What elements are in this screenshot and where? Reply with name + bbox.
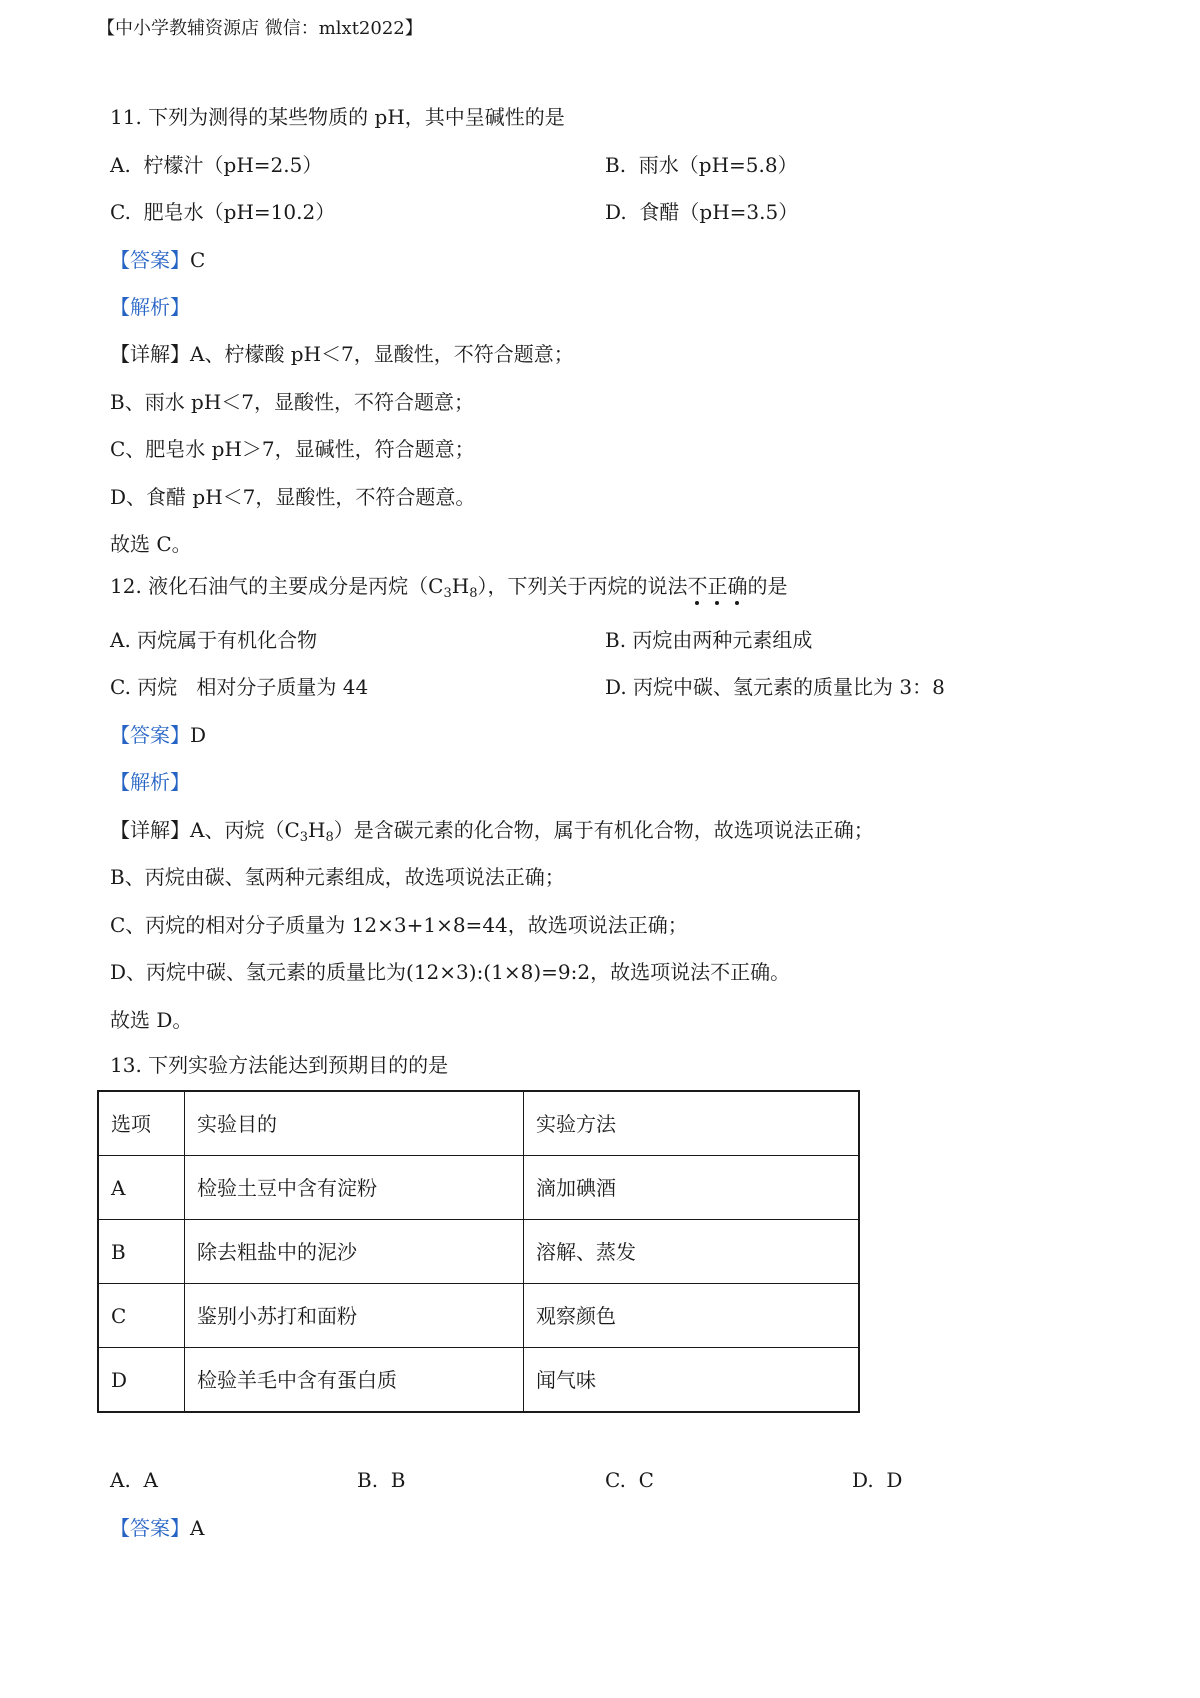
- table-header-cell: 选项: [98, 1091, 185, 1156]
- table-row: [98, 1348, 859, 1413]
- q13-option-d: D. D: [852, 1468, 903, 1492]
- q12-option-b: B. 丙烷由两种元素组成: [605, 628, 813, 652]
- table-header-cell: 实验方法: [524, 1091, 860, 1156]
- q11-detail-line-1: 【详解】A、柠檬酸 pH＜7，显酸性，不符合题意；: [110, 342, 574, 366]
- table-header-cell: 实验目的: [185, 1091, 524, 1156]
- table-cell: A: [98, 1156, 185, 1220]
- answer-tag: 【答案】: [110, 723, 190, 747]
- q11-detail-line-3: C、肥皂水 pH＞7，显碱性，符合题意；: [110, 437, 475, 461]
- table-cell: C: [98, 1284, 185, 1348]
- q12-conclusion: 故选 D。: [110, 1008, 193, 1032]
- q13-table: [97, 1090, 860, 1413]
- answer-tag: 【答案】: [110, 1516, 190, 1540]
- q11-conclusion: 故选 C。: [110, 532, 192, 556]
- table-cell: 检验羊毛中含有蛋白质: [185, 1348, 524, 1413]
- table-cell: 检验土豆中含有淀粉: [185, 1156, 524, 1220]
- table-cell: 溶解、蒸发: [524, 1220, 860, 1284]
- emphasis-dot-char: 确: [727, 574, 748, 598]
- table-row: [98, 1220, 859, 1284]
- emphasis-dot-char: 不: [687, 574, 708, 598]
- q12-option-c: C. 丙烷 相对分子质量为 44: [110, 675, 369, 699]
- q11-detail-line-4: D、食醋 pH＜7，显酸性，不符合题意。: [110, 485, 476, 509]
- q13-option-c: C. C: [605, 1468, 654, 1492]
- q13-stem: 13. 下列实验方法能达到预期目的的是: [110, 1053, 449, 1077]
- q12-stem: 12. 液化石油气的主要成分是丙烷$(C_3H_8)$，下列关于丙烷的说法不正确的是: [110, 574, 788, 601]
- q11-detail-line-2: B、雨水 pH＜7，显酸性，不符合题意；: [110, 390, 475, 414]
- q11-option-d: D. 食醋（pH=3.5）: [605, 200, 799, 224]
- q11-stem: 11. 下列为测得的某些物质的 pH，其中呈碱性的是: [110, 105, 565, 129]
- q13-answer: 【答案】A: [110, 1516, 205, 1540]
- q12-detail-line-4: D、丙烷中碳、氢元素的质量比为(12×3):(1×8)=9:2，故选项说法不正确。: [110, 960, 791, 984]
- q12-option-a: A. 丙烷属于有机化合物: [110, 628, 318, 652]
- table-cell: 滴加碘酒: [524, 1156, 860, 1220]
- q11-option-a: A. 柠檬汁（pH=2.5）: [110, 153, 323, 177]
- q12-detail-line-3: C、丙烷的相对分子质量为 12×3+1×8=44，故选项说法正确；: [110, 913, 688, 937]
- table-cell: 观察颜色: [524, 1284, 860, 1348]
- table-header-row: [98, 1091, 859, 1156]
- table-cell: 除去粗盐中的泥沙: [185, 1220, 524, 1284]
- q11-option-b: B. 雨水（pH=5.8）: [605, 153, 798, 177]
- page-header: 【中小学教辅资源店 微信：mlxt2022】: [97, 18, 423, 39]
- table-cell: B: [98, 1220, 185, 1284]
- q12-detail-line-2: B、丙烷由碳、氢两种元素组成，故选项说法正确；: [110, 865, 565, 889]
- table-row: [98, 1156, 859, 1220]
- q12-detail-line-1: 【详解】A、丙烷$(C_3H_8)$是含碳元素的化合物，属于有机化合物，故选项说法正确；: [110, 818, 874, 845]
- q12-analysis-tag: 【解析】: [110, 770, 190, 794]
- q13-option-b: B. B: [357, 1468, 406, 1492]
- table-cell: D: [98, 1348, 185, 1413]
- table-cell: 闻气味: [524, 1348, 860, 1413]
- q12-option-d: D. 丙烷中碳、氢元素的质量比为 3：8: [605, 675, 945, 699]
- q13-option-a: A. A: [110, 1468, 158, 1492]
- answer-tag: 【答案】: [110, 248, 190, 272]
- q11-option-c: C. 肥皂水（pH=10.2）: [110, 200, 336, 224]
- q11-analysis-tag: 【解析】: [110, 295, 190, 319]
- q11-answer: 【答案】C: [110, 248, 206, 272]
- table-row: [98, 1284, 859, 1348]
- table-cell: 鉴别小苏打和面粉: [185, 1284, 524, 1348]
- emphasis-dot-char: 正: [707, 574, 728, 598]
- q12-answer: 【答案】D: [110, 723, 207, 747]
